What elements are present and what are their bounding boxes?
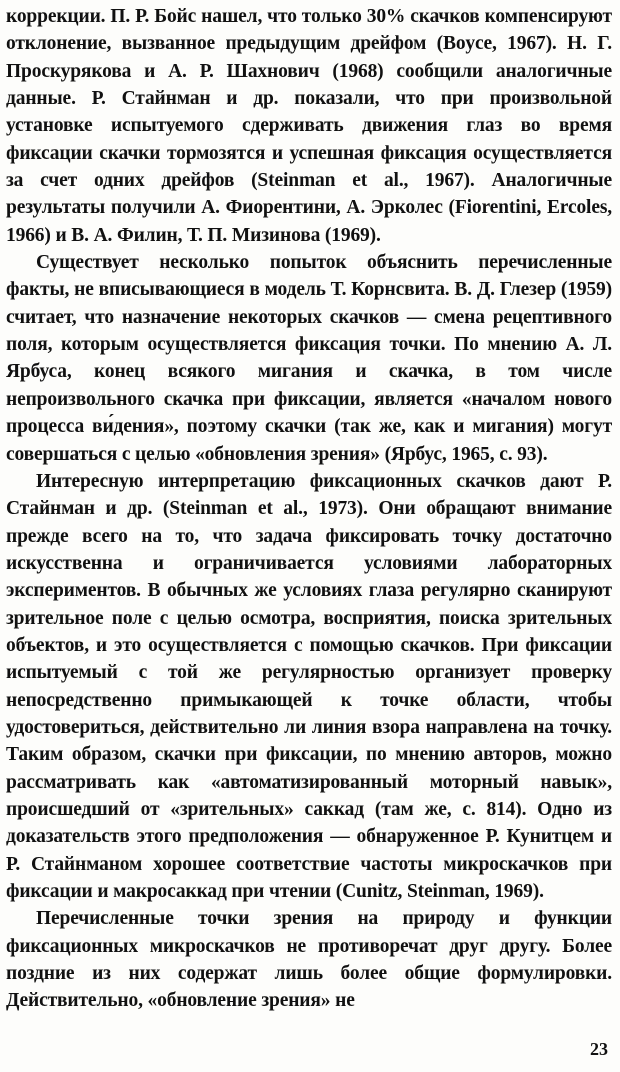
page-number: 23 bbox=[590, 1039, 608, 1059]
paragraph-1: коррекции. П. Р. Бойс нашел, что только 30% скачков компенсируют отклонение, вызванное предыдущим дрейфом (Boyce, 1967). Н. Г. Проскурякова и А. Р. Шахнович (1968) сообщили аналогичные данные. Р. Стайнман и др. показали, что при произвольной установке испытуемого сдерживать движения глаз во время фиксации скачки тормозятся и успешная фиксация осуществляется за счет одних дрейфов (Steinman et al., 1967). Аналогичные результаты получили А. Фиорентини, А. Эрколес (Fiorentini, Ercoles, 1966) и В. А. Филин, Т. П. Мизинова (1969). bbox=[6, 6, 612, 246]
paragraph-3: Интересную интерпретацию фиксационных скачков дают Р. Стайнман и др. (Steinman et al., 1973). Они обращают внимание прежде всего на то, что задача фиксировать точку достаточно искусственна и ограничивается условиями лабораторных экспериментов. В обычных же условиях глаза регулярно сканируют зрительное поле с целью осмотра, восприятия, поиска зрительных объектов, и это осуществляется с помощью скачков. При фиксации испытуемый с той же регулярностью организует проверку непосредственно примыкающей к точке области, чтобы удостовериться, действительно ли линия взора направлена на точку. Таким образом, скачки при фиксации, по мнению авторов, можно рассматривать как «автоматизированный моторный навык», происшедший от «зрительных» саккад (там же, с. 814). Одно из доказательств этого предположения — обнаруженное Р. Кунитцем и Р. Стайнманом хорошее соответствие частоты микроскачков при фиксации и макросаккад при чтении (Cunitz, Steinman, 1969). bbox=[6, 470, 612, 902]
paragraph-2: Существует несколько попыток объяснить перечисленные факты, не вписывающиеся в модель Т. Корнсвита. В. Д. Глезер (1959) считает, что назначение некоторых скачков — смена рецептивного поля, которым осуществляется фиксация точки. По мнению А. Л. Ярбуса, конец всякого мигания и скачка, в том числе непроизвольного скачка при фиксации, является «началом нового процесса ви́дения», поэтому скачки (так же, как и мигания) могут совершаться с целью «обновления зрения» (Ярбус, 1965, с. 93). bbox=[6, 252, 612, 465]
body-text bbox=[6, 3, 612, 1015]
paragraph-4: Перечисленные точки зрения на природу и функции фиксационных микроскачков не противоречат друг другу. Более поздние из них содержат лишь более общие формулировки. Действительно, «обновление зрения» не bbox=[6, 908, 612, 1012]
